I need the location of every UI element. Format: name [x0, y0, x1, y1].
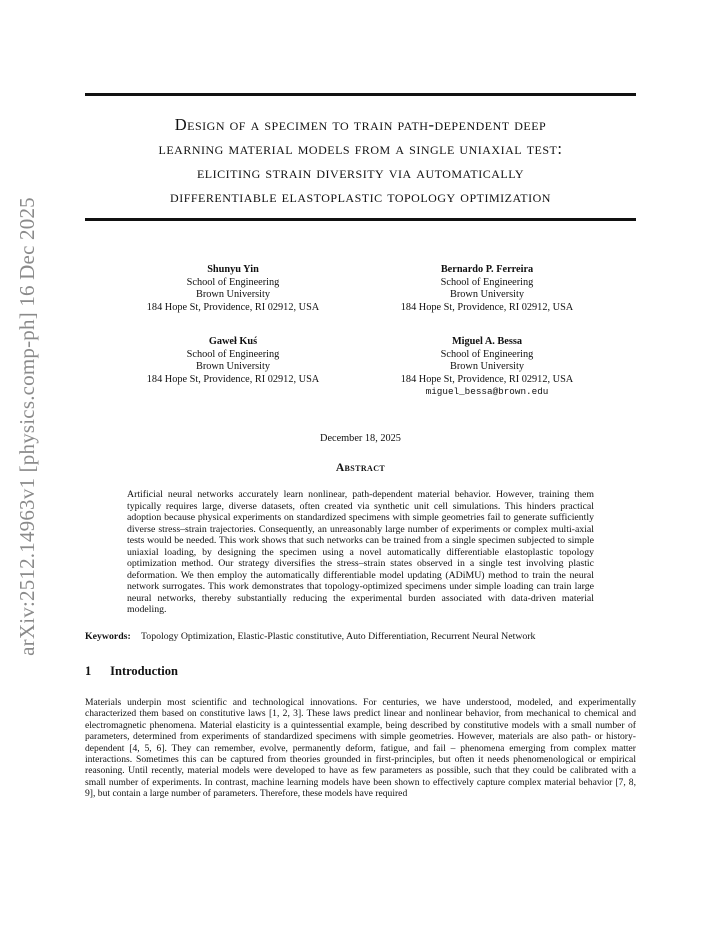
author-block: [118, 264, 348, 314]
author-address: 184 Hope St, Providence, RI 02912, USA: [400, 301, 574, 313]
author-institution: Brown University: [449, 361, 525, 372]
title-line: eliciting strain diversity via automatically: [196, 163, 525, 182]
author-institution: Brown University: [449, 289, 525, 300]
title-line: Design of a specimen to train path-dependent deep: [174, 115, 547, 134]
title-line: learning material models from a single uniaxial test:: [158, 139, 563, 158]
keywords: [85, 631, 645, 642]
section-heading: [85, 664, 178, 679]
paper-title: [85, 113, 636, 209]
author-address: 184 Hope St, Providence, RI 02912, USA: [146, 373, 320, 385]
arxiv-identifier: [12, 196, 42, 656]
introduction-paragraph: Materials underpin most scientific and technological innovations. For centuries, we have understood, modeled, and experimentally characterized them based on constitutive laws [1, 2, 3]. These laws predict linear and nonlinear behavior, from mechanical to chemical and electromagnetic phenomena. Material elasticity is a quintessential example, being described by constitutive models with a small number of parameters, determined from experiments of standardized specimens with simple geometries. However, materials are also path- or history-dependent [4, 5, 6]. They can remember, evolve, permanently deform, fatigue, and fail – phenomena emerging from complex matter interactions. Sometimes this can be captured from theories grounded in first-principles, but often it needs phenomenological or empirical reasoning. Until recently, material models were developed to have as few parameters as possible, such that they could be calibrated with a small number of experiments. In contrast, machine learning models have been shown to effectively capture complex material behavior [7, 8, 9], but contain a large number of parameters. Therefore, these models have required: [85, 697, 636, 800]
abstract-body: Artificial neural networks accurately learn nonlinear, path-dependent material behavior. However, training them typically requires large, diverse datasets, often created via synthetic unit cell simulations. This hinders practical adoption because physical experiments on standardized specimens with simple geometries fail to generate sufficiently diverse stress–strain trajectories. Consequently, an unreasonably large number of experiments or complex multi-axial tests would be needed. This work shows that such networks can be trained from a single specimen subjected to simple uniaxial loading, by designing the specimen using a novel automatically differentiable elastoplastic topology optimization method. Our strategy diversifies the stress–strain states observed in a single test involving plastic deformation. We then employ the automatically differentiable model updating (ADiMU) method to train the neural network surrogates. This work demonstrates that topology-optimized specimens under simple loading can train large neural networks, thereby substantially reducing the experimental burden associated with data-driven material modeling.: [127, 489, 594, 615]
section-number: 1: [85, 664, 92, 678]
section-title: Introduction: [110, 664, 178, 678]
title-line: differentiable elastoplastic topology optimization: [170, 187, 551, 206]
author-address: 184 Hope St, Providence, RI 02912, USA: [146, 301, 320, 313]
abstract-heading: Abstract: [335, 462, 386, 474]
author-name: Miguel A. Bessa: [451, 336, 523, 347]
author-block: [372, 336, 602, 399]
author-institution: Brown University: [195, 361, 271, 372]
author-affiliation: School of Engineering: [186, 276, 280, 288]
author-block: [372, 264, 602, 314]
keywords-label: Keywords:: [85, 631, 131, 642]
author-name: Gaweł Kuś: [208, 336, 258, 347]
author-name: Bernardo P. Ferreira: [440, 264, 534, 275]
author-block: [118, 336, 348, 386]
title-top-rule: [85, 93, 636, 96]
author-affiliation: School of Engineering: [440, 276, 534, 288]
author-affiliation: School of Engineering: [186, 348, 280, 360]
title-bottom-rule: [85, 218, 636, 221]
author-affiliation: School of Engineering: [440, 348, 534, 360]
author-email-link[interactable]: miguel_bessa@brown.edu: [425, 386, 549, 397]
author-name: Shunyu Yin: [207, 264, 259, 275]
arxiv-identifier-text: arXiv:2512.14963v1 [physics.comp-ph] 16 Dec 2025: [14, 196, 39, 656]
keywords-list: Topology Optimization, Elastic-Plastic constitutive, Auto Differentiation, Recurrent Neural Network: [141, 631, 536, 642]
author-address: 184 Hope St, Providence, RI 02912, USA: [400, 373, 574, 385]
paper-date: December 18, 2025: [320, 433, 401, 444]
author-institution: Brown University: [195, 289, 271, 300]
